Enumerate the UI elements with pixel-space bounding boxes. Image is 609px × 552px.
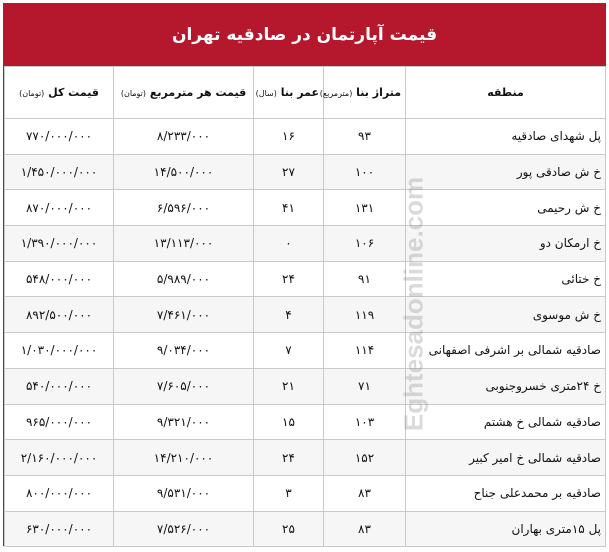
cell-price-per-meter: ۹/۰۳۴/۰۰۰	[114, 333, 254, 369]
cell-area: ۸۳	[324, 475, 406, 511]
cell-age: ۲۱	[254, 368, 324, 404]
cell-age: ۱۵	[254, 404, 324, 440]
table-row	[5, 404, 606, 440]
cell-price-per-meter: ۸/۲۳۳/۰۰۰	[114, 119, 254, 155]
cell-total-price: ۶۳۰/۰۰۰/۰۰۰	[5, 511, 114, 547]
cell-region: صادقیه بر محمدعلی جناح	[406, 475, 606, 511]
cell-total-price: ۱/۴۵۰/۰۰۰/۰۰۰	[5, 154, 114, 190]
cell-area: ۷۱	[324, 368, 406, 404]
cell-price-per-meter: ۱۴/۵۰۰/۰۰۰	[114, 154, 254, 190]
table-row	[5, 119, 606, 155]
table-row	[5, 368, 606, 404]
cell-area: ۱۱۴	[324, 333, 406, 369]
table-row	[5, 154, 606, 190]
cell-age: ۲۵	[254, 511, 324, 547]
table-row	[5, 511, 606, 547]
cell-price-per-meter: ۶/۵۹۶/۰۰۰	[114, 190, 254, 226]
cell-region: خ ش رحیمی	[406, 190, 606, 226]
price-table	[4, 66, 606, 547]
cell-area: ۱۰۰	[324, 154, 406, 190]
cell-age: ۴	[254, 297, 324, 333]
page-title: قیمت آپارتمان در صادقیه تهران	[4, 4, 605, 66]
cell-total-price: ۵۴۰/۰۰۰/۰۰۰	[5, 368, 114, 404]
cell-total-price: ۸۹۲/۵۰۰/۰۰۰	[5, 297, 114, 333]
header-age: عمر بنا (سال)	[254, 67, 324, 119]
cell-area: ۹۱	[324, 261, 406, 297]
cell-total-price: ۷۷۰/۰۰۰/۰۰۰	[5, 119, 114, 155]
cell-region: خ ش موسوی	[406, 297, 606, 333]
cell-total-price: ۸۰۰/۰۰۰/۰۰۰	[5, 475, 114, 511]
cell-total-price: ۱/۰۳۰/۰۰۰/۰۰۰	[5, 333, 114, 369]
cell-price-per-meter: ۱۴/۲۱۰/۰۰۰	[114, 440, 254, 476]
cell-region: پل ۱۵متری بهاران	[406, 511, 606, 547]
table-row	[5, 333, 606, 369]
cell-age: ۴۱	[254, 190, 324, 226]
cell-region: خ ارمکان دو	[406, 226, 606, 262]
cell-area: ۱۳۱	[324, 190, 406, 226]
cell-region: خ ش صادقی پور	[406, 154, 606, 190]
cell-age: ۲۴	[254, 440, 324, 476]
cell-total-price: ۵۴۸/۰۰۰/۰۰۰	[5, 261, 114, 297]
table-row	[5, 297, 606, 333]
cell-total-price: ۱/۳۹۰/۰۰۰/۰۰۰	[5, 226, 114, 262]
cell-age: ۷	[254, 333, 324, 369]
cell-region: خ ۲۴متری خسروجنوبی	[406, 368, 606, 404]
cell-age: ۲۷	[254, 154, 324, 190]
cell-total-price: ۲/۱۶۰/۰۰۰/۰۰۰	[5, 440, 114, 476]
cell-region: صادقیه شمالی بر اشرفی اصفهانی	[406, 333, 606, 369]
header-age-unit: (سال)	[255, 89, 277, 98]
header-region: منطقه	[406, 67, 606, 119]
cell-price-per-meter: ۵/۹۸۹/۰۰۰	[114, 261, 254, 297]
cell-region: خ ختائی	[406, 261, 606, 297]
cell-area: ۸۳	[324, 511, 406, 547]
cell-price-per-meter: ۱۳/۱۱۳/۰۰۰	[114, 226, 254, 262]
table-row	[5, 261, 606, 297]
header-area-unit: (مترمربع)	[319, 89, 353, 98]
table-header-row	[5, 67, 606, 119]
cell-region: صادقیه شمالی خ هشتم	[406, 404, 606, 440]
header-price-per-meter: قیمت هر مترمربع (تومان)	[114, 67, 254, 119]
header-area: متراژ بنا (مترمربع)	[324, 67, 406, 119]
cell-price-per-meter: ۹/۵۳۱/۰۰۰	[114, 475, 254, 511]
header-total-price: قیمت کل (تومان)	[5, 67, 114, 119]
cell-price-per-meter: ۷/۴۶۱/۰۰۰	[114, 297, 254, 333]
cell-total-price: ۸۷۰/۰۰۰/۰۰۰	[5, 190, 114, 226]
price-document	[3, 3, 606, 546]
cell-region: صادقیه شمالی خ امیر کبیر	[406, 440, 606, 476]
header-total-unit: (تومان)	[19, 89, 45, 98]
cell-age: ۱۶	[254, 119, 324, 155]
table-row	[5, 190, 606, 226]
cell-region: پل شهدای صادقیه	[406, 119, 606, 155]
cell-total-price: ۹۶۵/۰۰۰/۰۰۰	[5, 404, 114, 440]
cell-price-per-meter: ۷/۶۰۵/۰۰۰	[114, 368, 254, 404]
cell-price-per-meter: ۹/۳۲۱/۰۰۰	[114, 404, 254, 440]
header-ppm-unit: (تومان)	[120, 89, 147, 98]
cell-area: ۱۰۳	[324, 404, 406, 440]
watermark-logo: Eghtesadonline.com	[398, 176, 429, 432]
table-row	[5, 226, 606, 262]
table-row	[5, 440, 606, 476]
cell-age: ۰	[254, 226, 324, 262]
cell-age: ۳	[254, 475, 324, 511]
table-row	[5, 475, 606, 511]
cell-age: ۲۴	[254, 261, 324, 297]
cell-area: ۹۳	[324, 119, 406, 155]
cell-area: ۱۵۲	[324, 440, 406, 476]
cell-area: ۱۰۶	[324, 226, 406, 262]
cell-area: ۱۱۹	[324, 297, 406, 333]
cell-price-per-meter: ۷/۵۲۶/۰۰۰	[114, 511, 254, 547]
